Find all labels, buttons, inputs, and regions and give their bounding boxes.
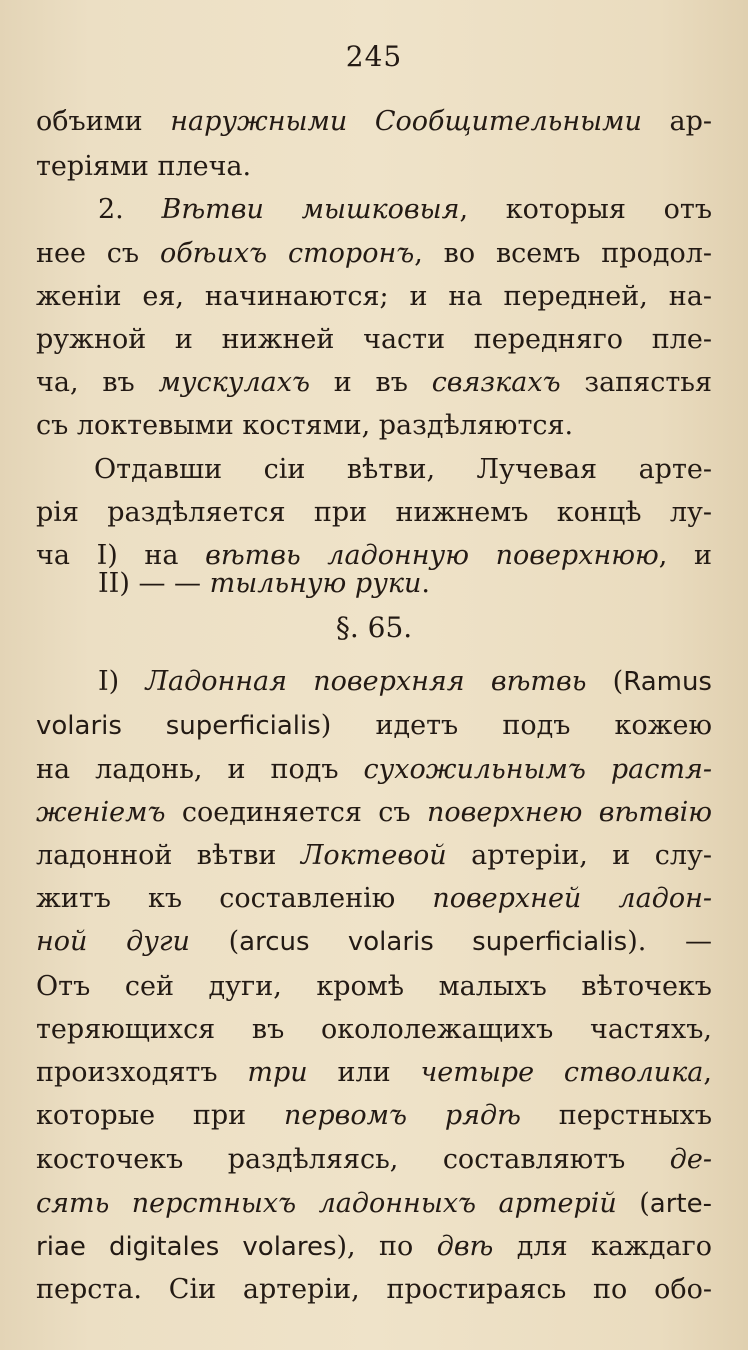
italic-term: наружными Сообщительными	[170, 106, 642, 137]
text-line	[36, 361, 712, 405]
text-line	[36, 877, 712, 921]
text-line	[36, 1225, 712, 1269]
text-run: .	[421, 568, 430, 599]
italic-term: женіемъ	[36, 797, 166, 828]
italic-term: четыре стволика	[420, 1057, 704, 1088]
text-run: для каждаго	[493, 1231, 712, 1262]
text-run: житъ къ составленію	[36, 883, 433, 914]
text-line	[94, 448, 712, 492]
text-run: объими	[36, 106, 171, 137]
text-run: 2.	[98, 194, 162, 225]
text-run: , которыя отъ	[459, 194, 712, 225]
italic-term: ной дуги	[36, 926, 190, 957]
text-run: ). —	[627, 926, 712, 957]
text-run: ) идетъ подъ кожею	[320, 710, 712, 741]
text-run: произходятъ	[36, 1057, 248, 1088]
text-run: (	[616, 1188, 650, 1219]
text-run: II) — —	[98, 568, 210, 599]
text-line	[98, 562, 712, 606]
italic-term: вѣтвь ладонную поверхнюю	[205, 540, 659, 571]
text-run: нее съ	[36, 238, 160, 269]
text-run: артеріи, и слу-	[446, 840, 712, 871]
italic-term: поверхнею вѣтвію	[426, 797, 712, 828]
text-run: теріями плеча.	[36, 151, 252, 182]
section-heading: §. 65.	[335, 611, 413, 644]
text-line	[36, 1138, 712, 1182]
text-run: Отъ сей дуги, кромѣ малыхъ вѣточекъ	[36, 971, 712, 1002]
text-line	[36, 404, 712, 448]
text-run: перста. Сіи артеріи, простираясь по обо-	[36, 1274, 712, 1305]
text-line	[36, 791, 712, 835]
latin-term: Ramus	[623, 667, 712, 697]
text-run: ча I) на	[36, 540, 206, 571]
text-line	[36, 275, 712, 319]
text-line	[36, 1268, 712, 1312]
italic-term: мускулахъ	[158, 367, 310, 398]
text-run: I)	[98, 666, 146, 697]
text-run: женіи ея, начинаются; и на передней, на-	[36, 281, 712, 312]
text-run: ладонной вѣтви	[36, 840, 301, 871]
italic-term: Локтевой	[300, 840, 447, 871]
text-run: , во всемъ продол-	[414, 238, 712, 269]
text-run: ар-	[641, 106, 712, 137]
italic-term: сухожильнымъ растя-	[363, 754, 712, 785]
text-run: которые при	[36, 1100, 285, 1131]
text-run: перстныхъ	[520, 1100, 712, 1131]
text-run: ча, въ	[36, 367, 159, 398]
text-line	[36, 232, 712, 276]
text-line	[36, 100, 712, 144]
text-run: (	[189, 926, 240, 957]
text-line	[36, 920, 712, 964]
italic-term: Вѣтви мышковыя	[161, 194, 460, 225]
text-line	[36, 1094, 712, 1138]
text-line	[98, 660, 712, 704]
text-run: (	[586, 666, 624, 697]
text-line	[36, 1008, 712, 1052]
latin-term: volaris superficialis	[36, 711, 321, 741]
text-line	[36, 145, 712, 189]
page-number: 245	[345, 40, 403, 73]
text-line	[98, 188, 712, 232]
text-run: ,	[703, 1057, 712, 1088]
text-run: съ локтевыми костями, раздѣляются.	[36, 410, 574, 441]
text-line	[36, 704, 712, 748]
text-line	[36, 965, 712, 1009]
text-run: и въ	[309, 367, 432, 398]
text-run: или	[307, 1057, 421, 1088]
text-run: запястья	[560, 367, 712, 398]
text-run: Отдавши сіи вѣтви, Лучевая арте-	[94, 454, 712, 485]
text-run: ), по	[336, 1231, 437, 1262]
text-run: ружной и нижней части передняго пле-	[36, 324, 712, 355]
italic-term: сять перстныхъ ладонныхъ артерій	[36, 1188, 617, 1219]
latin-term: riae digitales volares	[36, 1232, 337, 1262]
text-run: , и	[658, 540, 712, 571]
italic-term: связкахъ	[431, 367, 561, 398]
text-line	[36, 318, 712, 362]
text-line	[36, 491, 712, 535]
text-run: теряющихся въ окололежащихъ частяхъ,	[36, 1014, 712, 1045]
text-run: косточекъ раздѣляясь, составляютъ	[36, 1144, 670, 1175]
text-run: на ладонь, и подъ	[36, 754, 364, 785]
text-line	[36, 1182, 712, 1226]
italic-term: три	[247, 1057, 308, 1088]
italic-term: де-	[669, 1144, 712, 1175]
text-line	[36, 834, 712, 878]
italic-term: двѣ	[436, 1231, 494, 1262]
text-run: соединяется съ	[165, 797, 427, 828]
italic-term: Ладонная поверхняя вѣтвь	[145, 666, 587, 697]
latin-term: arcus volaris superficialis	[239, 927, 628, 957]
italic-term: тыльную руки	[209, 568, 422, 599]
italic-term: обѣихъ сторонъ	[159, 238, 415, 269]
latin-term: arte-	[649, 1189, 712, 1219]
italic-term: поверхней ладон-	[432, 883, 712, 914]
text-line	[36, 1051, 712, 1095]
text-run: рія раздѣляется при нижнемъ концѣ лу-	[36, 497, 712, 528]
text-line	[36, 748, 712, 792]
italic-term: первомъ рядѣ	[284, 1100, 521, 1131]
